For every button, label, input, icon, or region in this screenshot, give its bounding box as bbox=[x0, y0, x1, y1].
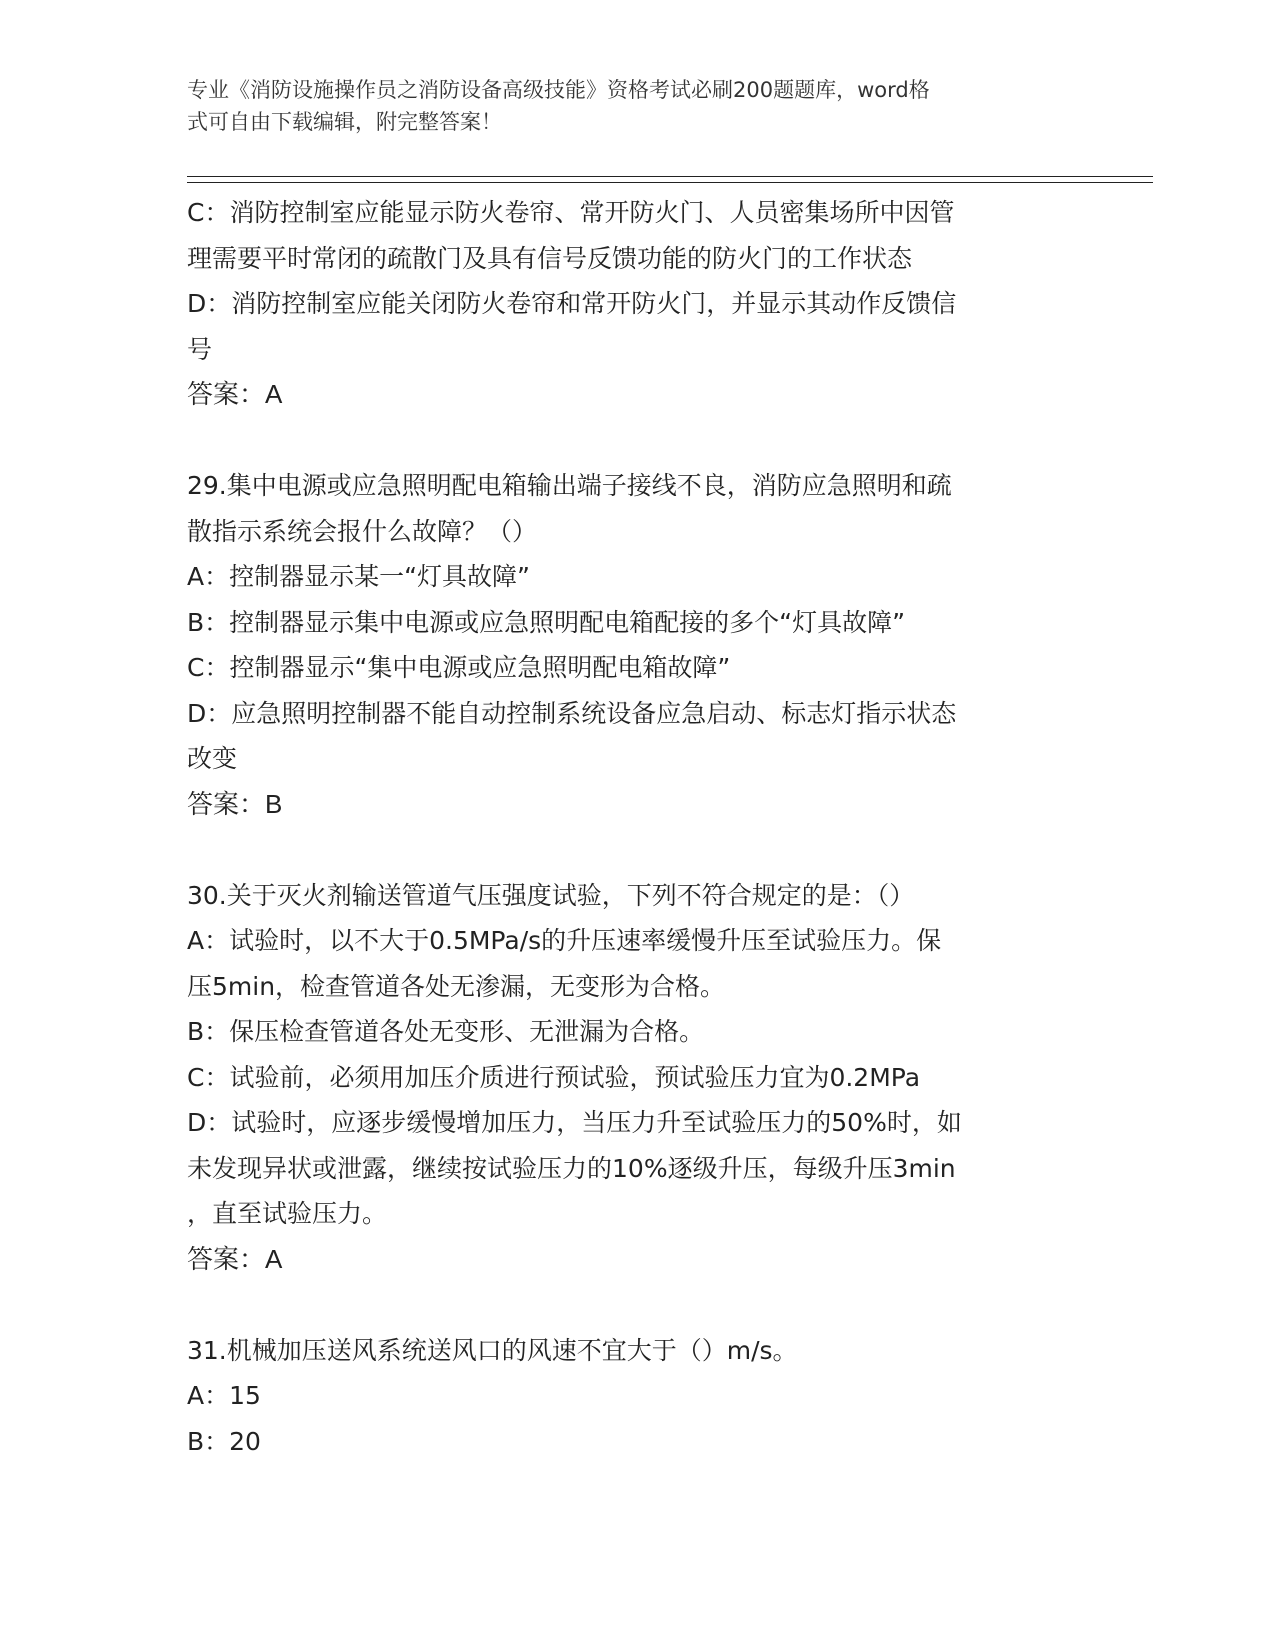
option-b: B：20 bbox=[187, 1426, 261, 1456]
answer-29: 答案：B bbox=[187, 788, 283, 819]
question-29-line-1: 29.集中电源或应急照明配电箱输出端子接线不良，消防应急照明和疏 bbox=[187, 471, 952, 500]
option-c: C：控制器显示“集中电源或应急照明配电箱故障” bbox=[187, 653, 731, 682]
option-a: A：15 bbox=[187, 1381, 261, 1410]
answer-30: 答案：A bbox=[187, 1243, 283, 1274]
option-a-line-2: 压5min，检查管道各处无渗漏，无变形为合格。 bbox=[187, 971, 726, 1001]
option-d-line-1: D：应急照明控制器不能自动控制系统设备应急启动、标志灯指示状态 bbox=[187, 698, 957, 728]
option-c: C：试验前，必须用加压介质进行预试验，预试验压力宜为0.2MPa bbox=[187, 1062, 921, 1092]
question-30-line-1: 30.关于灭火剂输送管道气压强度试验，下列不符合规定的是：（） bbox=[187, 880, 915, 910]
answer-28: 答案：A bbox=[187, 379, 283, 409]
question-31-line-1: 31.机械加压送风系统送风口的风速不宜大于（）m/s。 bbox=[187, 1335, 798, 1365]
header-rule-top bbox=[187, 176, 1153, 177]
header-line-1: 专业《消防设施操作员之消防设备高级技能》资格考试必刷200题题库，word格 bbox=[187, 78, 930, 102]
header-rule-bottom bbox=[187, 182, 1153, 183]
question-30 bbox=[187, 873, 1077, 1283]
option-c-line-2: 理需要平时常闭的疏散门及具有信号反馈功能的防火门的工作状态 bbox=[187, 243, 913, 273]
header-line-2: 式可自由下载编辑，附完整答案！ bbox=[187, 110, 502, 134]
option-d-line-1: D：消防控制室应能关闭防火卷帘和常开防火门，并显示其动作反馈信 bbox=[187, 289, 957, 318]
document-header bbox=[187, 74, 1067, 138]
spacer bbox=[187, 1282, 1077, 1328]
spacer bbox=[187, 827, 1077, 873]
question-content bbox=[187, 190, 1077, 1464]
option-d-line-3: ，直至试验压力。 bbox=[187, 1199, 388, 1228]
option-d-line-2: 未发现异状或泄露，继续按试验压力的10%逐级升压，每级升压3min bbox=[187, 1153, 956, 1183]
question-29-line-2: 散指示系统会报什么故障？（） bbox=[187, 516, 538, 546]
question-31 bbox=[187, 1328, 1077, 1465]
option-d-line-2: 号 bbox=[187, 334, 213, 364]
option-b: B：控制器显示集中电源或应急照明配电箱配接的多个“灯具故障” bbox=[187, 607, 906, 637]
option-d-line-2: 改变 bbox=[187, 744, 238, 773]
option-a: A：控制器显示某一“灯具故障” bbox=[187, 562, 531, 591]
option-c-line-1: C：消防控制室应能显示防火卷帘、常开防火门、人员密集场所中因管 bbox=[187, 198, 955, 227]
spacer bbox=[187, 418, 1077, 464]
option-b: B：保压检查管道各处无变形、无泄漏为合格。 bbox=[187, 1017, 705, 1046]
option-a-line-1: A：试验时，以不大于0.5MPa/s的升压速率缓慢升压至试验压力。保 bbox=[187, 926, 942, 955]
option-d-line-1: D：试验时，应逐步缓慢增加压力，当压力升至试验压力的50%时，如 bbox=[187, 1108, 962, 1137]
question-28-tail bbox=[187, 190, 1077, 418]
question-29 bbox=[187, 463, 1077, 827]
